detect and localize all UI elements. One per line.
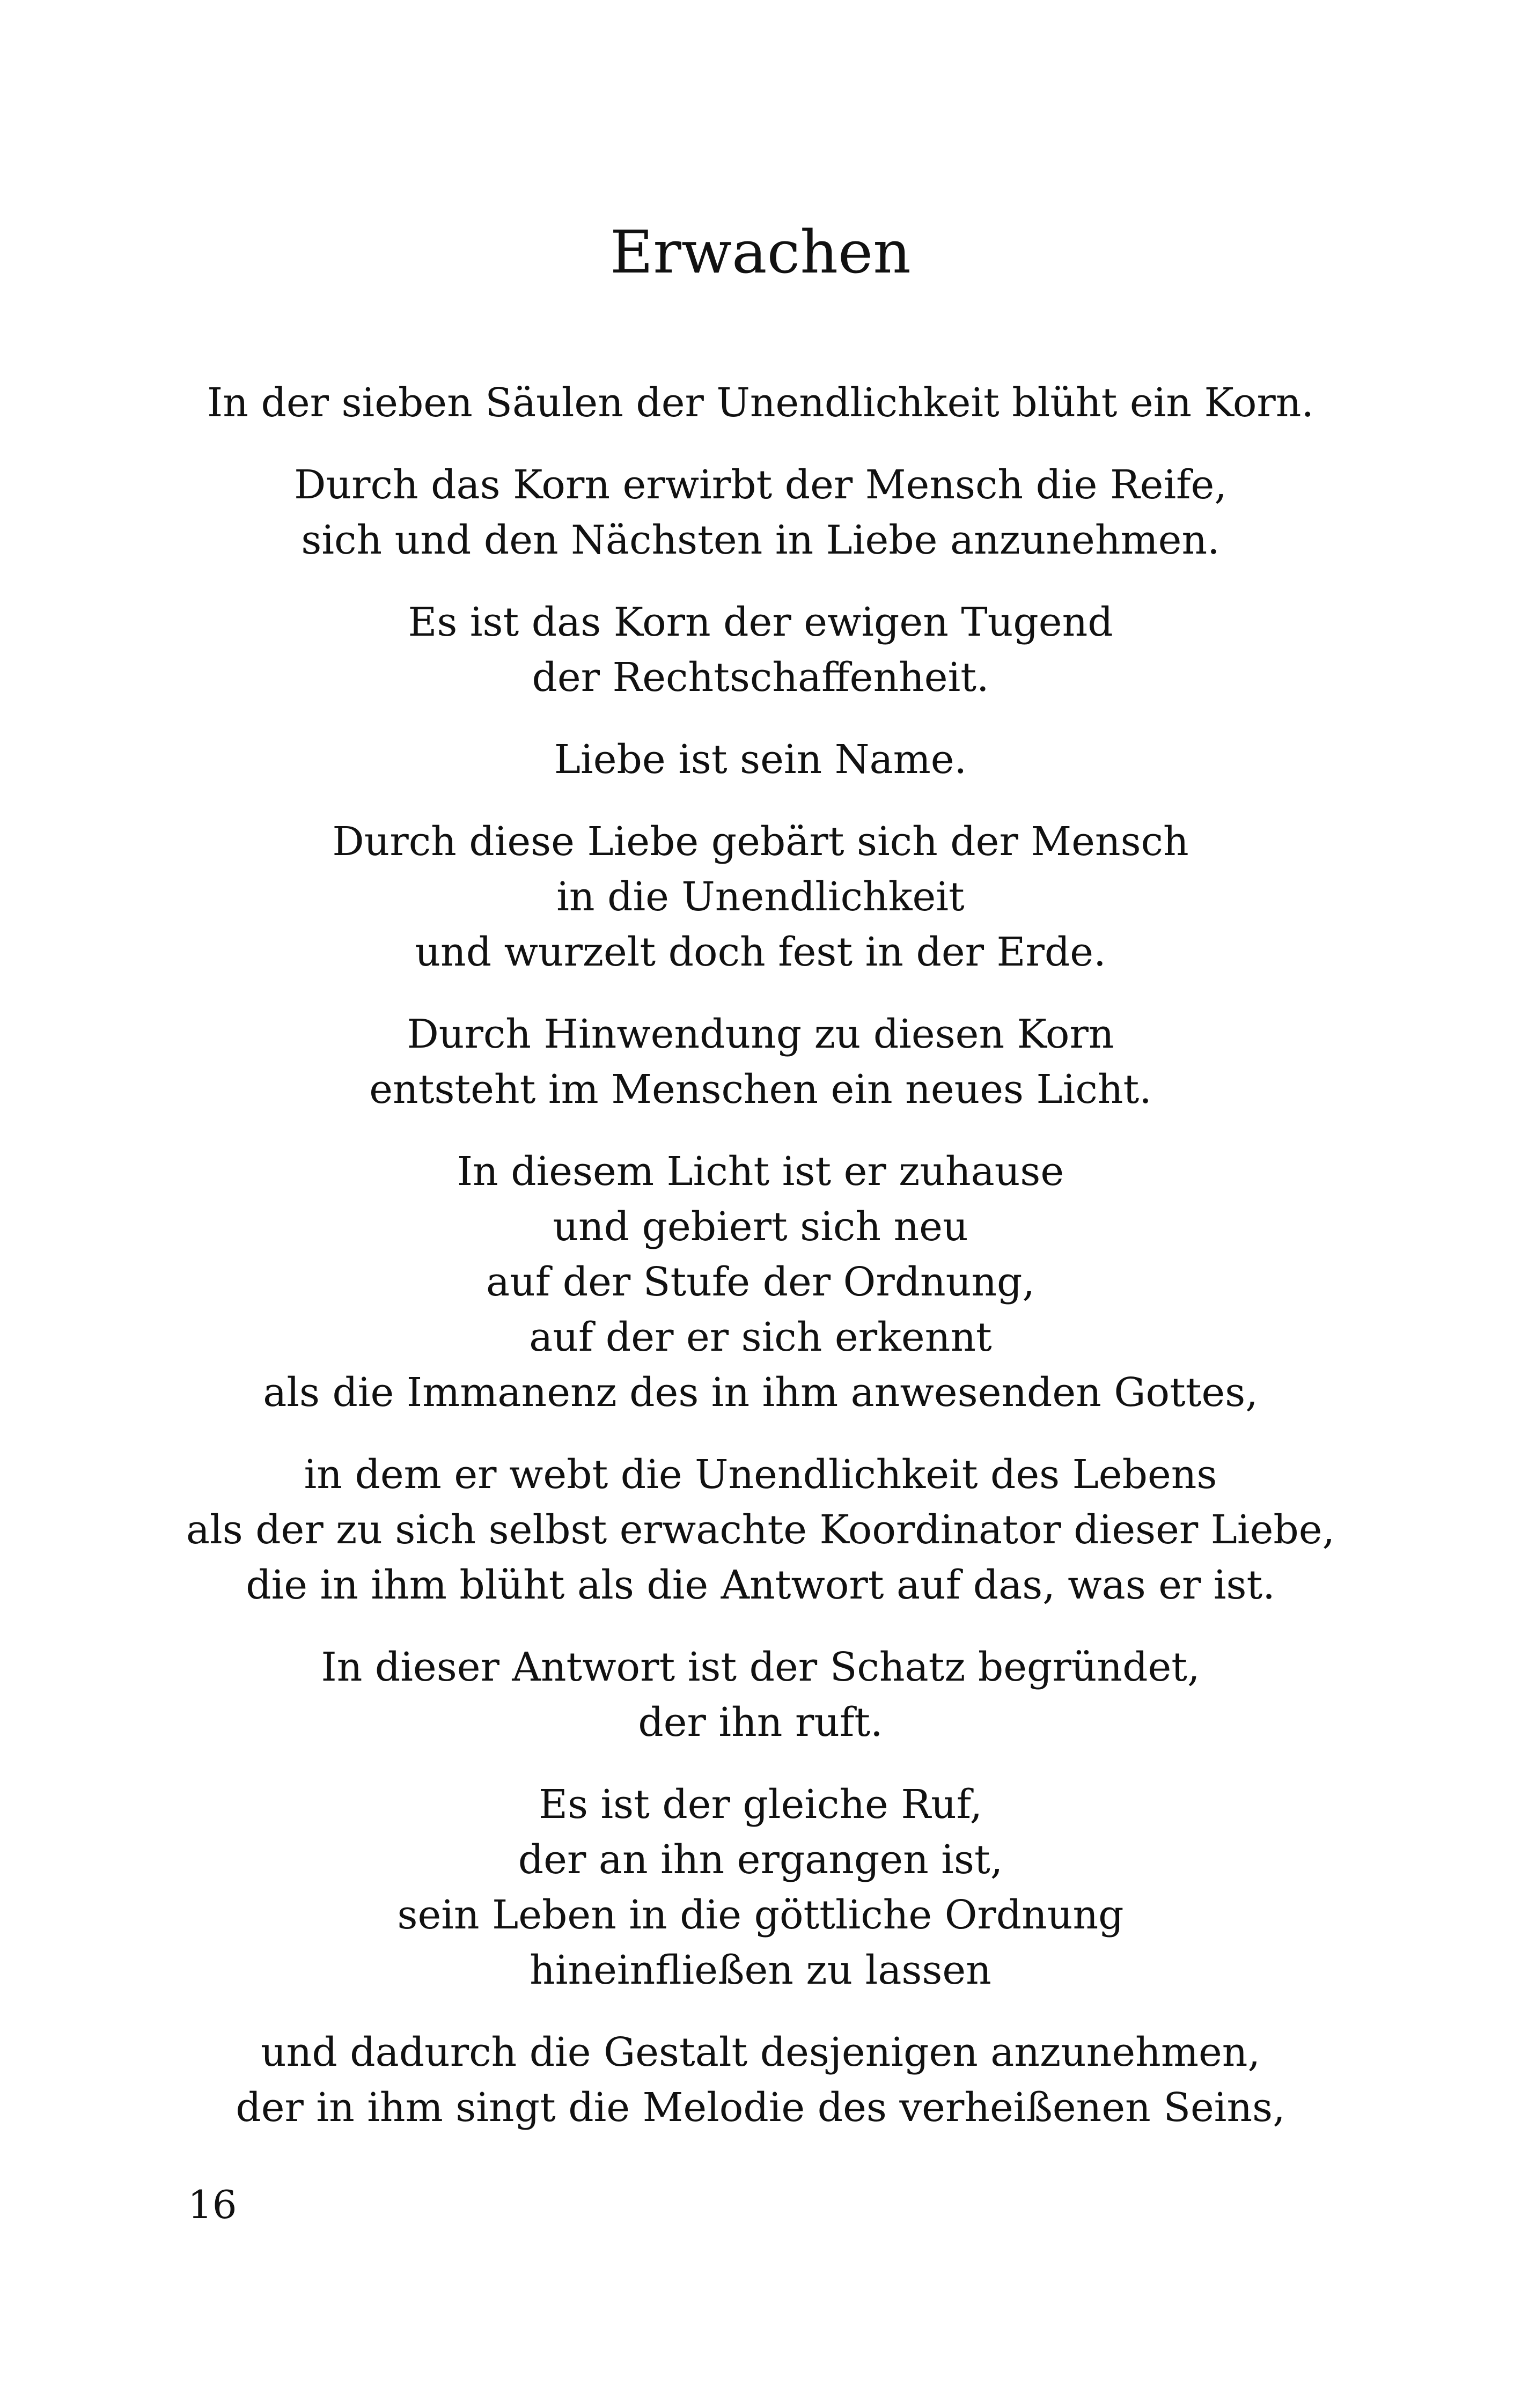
poem-line: auf der er sich erkennt: [529, 1314, 992, 1360]
poem-line: der an ihn ergangen ist,: [518, 1837, 1003, 1883]
poem-line: und gebiert sich neu: [553, 1204, 968, 1250]
poem-line: hineinfließen zu lassen: [530, 1947, 991, 1993]
poem-line: sich und den Nächsten in Liebe anzunehmen.: [301, 517, 1220, 563]
poem-line: Liebe ist sein Name.: [554, 737, 967, 783]
poem-line: In diesem Licht ist er zuhause: [457, 1148, 1064, 1195]
poem-line: in dem er webt die Unendlichkeit des Lebens: [304, 1452, 1217, 1498]
stanza: [161, 1007, 1360, 1117]
poem-line: der in ihm singt die Melodie des verheißenen Seins,: [236, 2085, 1285, 2131]
poem-line: sein Leben in die göttliche Ordnung: [397, 1892, 1124, 1938]
poem-line: Durch Hinwendung zu diesen Korn: [407, 1011, 1114, 1057]
poem-line: Durch diese Liebe gebärt sich der Mensch: [332, 819, 1189, 865]
poem-body: [161, 375, 1360, 2162]
page-title: Erwachen: [609, 218, 911, 286]
poem-line: auf der Stufe der Ordnung,: [486, 1259, 1035, 1305]
poem-line: und wurzelt doch fest in der Erde.: [415, 929, 1106, 975]
stanza: [161, 595, 1360, 705]
poem-line: In dieser Antwort ist der Schatz begründet,: [321, 1644, 1200, 1690]
poem-line: die in ihm blüht als die Antwort auf das, was er ist.: [246, 1562, 1275, 1608]
stanza: [161, 814, 1360, 980]
stanza: [161, 458, 1360, 568]
stanza: [161, 1640, 1360, 1750]
page-number: 16: [188, 2182, 237, 2227]
poem-line: in die Unendlichkeit: [556, 874, 965, 920]
poem-line: entsteht im Menschen ein neues Licht.: [369, 1066, 1152, 1113]
poem-line: und dadurch die Gestalt desjenigen anzunehmen,: [261, 2029, 1260, 2075]
poem-line: In der sieben Säulen der Unendlichkeit blüht ein Korn.: [207, 380, 1314, 426]
stanza: [161, 732, 1360, 787]
stanza: [161, 1447, 1360, 1613]
stanza: [161, 1777, 1360, 1998]
poem-line: Durch das Korn erwirbt der Mensch die Reife,: [294, 462, 1227, 508]
poem-line: der Rechtschaffenheit.: [532, 654, 989, 701]
stanza: [161, 375, 1360, 431]
poem-line: Es ist der gleiche Ruf,: [538, 1781, 983, 1828]
poem-line: Es ist das Korn der ewigen Tugend: [408, 599, 1113, 645]
poem-line: als der zu sich selbst erwachte Koordinator dieser Liebe,: [186, 1507, 1335, 1553]
stanza: [161, 1144, 1360, 1420]
stanza: [161, 2025, 1360, 2135]
poem-line: der ihn ruft.: [638, 1699, 883, 1746]
poem-line: als die Immanenz des in ihm anwesenden Gottes,: [263, 1369, 1258, 1416]
